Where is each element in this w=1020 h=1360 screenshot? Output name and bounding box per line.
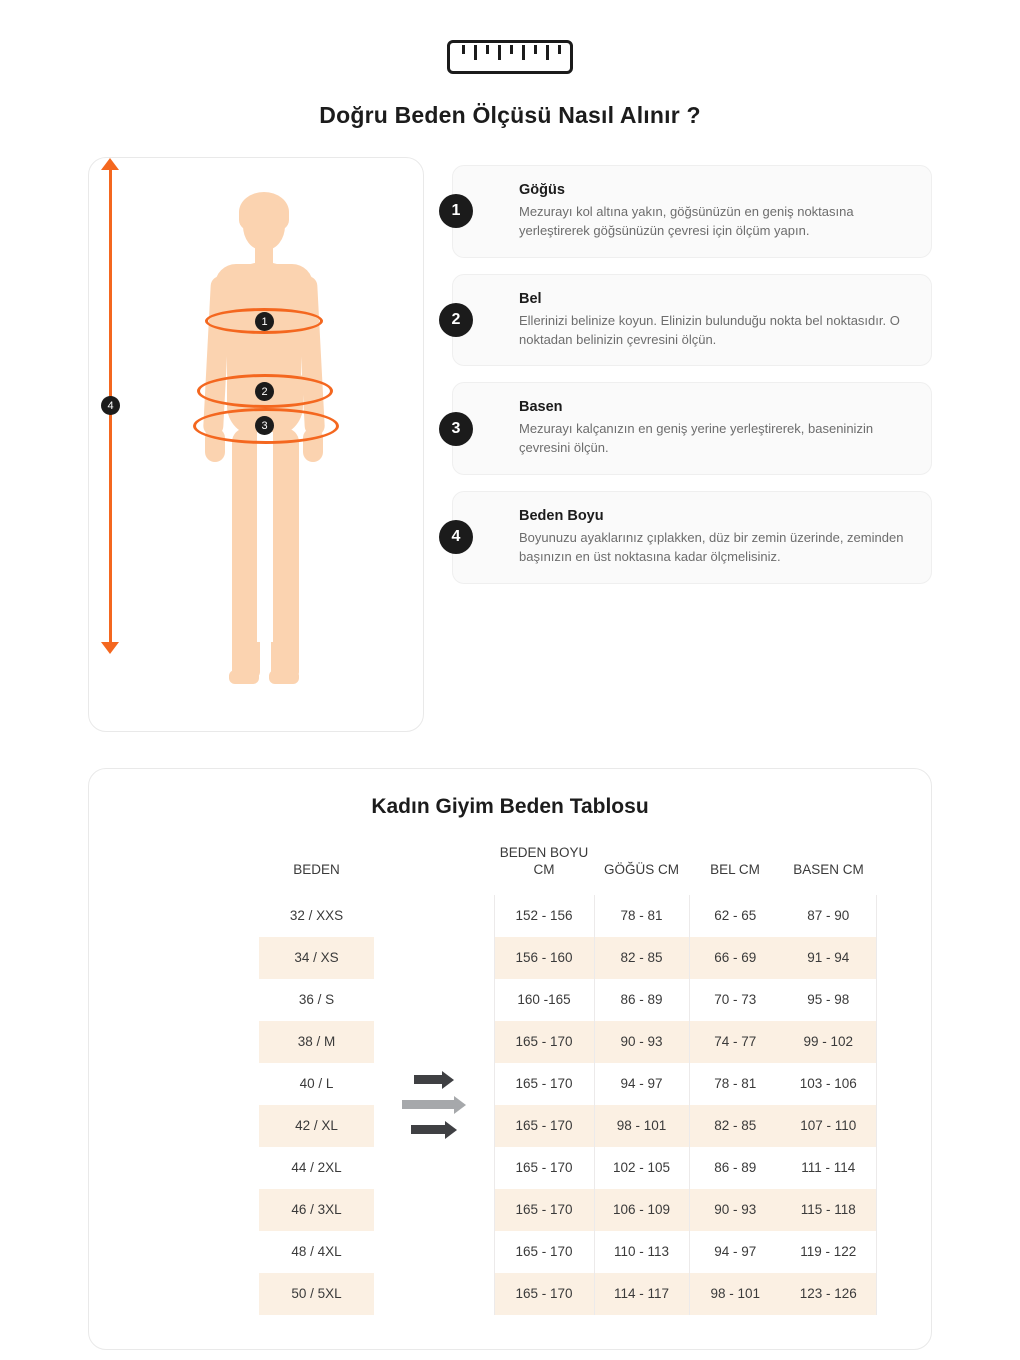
cell-beden-boyu: 165 - 170 <box>494 1063 594 1105</box>
cell-gogus: 114 - 117 <box>594 1273 689 1315</box>
arrow-dark-short <box>414 1071 454 1089</box>
ruler-icon <box>447 40 573 74</box>
row-spacer <box>89 1021 259 1063</box>
row-spacer-right <box>876 937 931 979</box>
cell-basen: 87 - 90 <box>781 895 876 937</box>
cell-bel: 78 - 81 <box>689 1063 781 1105</box>
header-basen: BASEN CM <box>793 861 864 877</box>
table-row <box>89 1273 931 1315</box>
cell-beden-boyu: 152 - 156 <box>494 895 594 937</box>
cell-gogus: 94 - 97 <box>594 1063 689 1105</box>
female-body-silhouette <box>149 196 369 706</box>
row-spacer <box>89 1063 259 1105</box>
cell-basen: 119 - 122 <box>781 1231 876 1273</box>
cell-gogus: 102 - 105 <box>594 1147 689 1189</box>
step-title-1: Göğüs <box>519 182 565 198</box>
row-spacer <box>89 1105 259 1147</box>
figure-badge-2: 2 <box>255 382 274 401</box>
header-gogus: GÖĞÜS CM <box>603 861 679 877</box>
step-number-1: 1 <box>439 194 473 228</box>
step-title-4: Beden Boyu <box>519 508 604 525</box>
cell-beden: 32 / XXS <box>259 895 374 937</box>
cell-beden-boyu: 165 - 170 <box>494 1105 594 1147</box>
row-spacer-right <box>876 1105 931 1147</box>
step-number-3: 3 <box>439 412 473 446</box>
cell-bel: 70 - 73 <box>689 979 781 1021</box>
row-spacer-right <box>876 1063 931 1105</box>
header-icon-wrap <box>0 0 1020 74</box>
cell-beden: 42 / XL <box>259 1105 374 1147</box>
header-beden-boyu: BEDEN BOYU CM <box>499 845 589 877</box>
table-row <box>89 979 931 1021</box>
size-table-card <box>88 768 932 1350</box>
arrow-light-long <box>402 1096 466 1114</box>
table-row <box>89 1147 931 1189</box>
step-number-2: 2 <box>439 303 473 337</box>
row-spacer <box>89 1231 259 1273</box>
decorative-arrows <box>374 1071 494 1139</box>
table-row <box>89 937 931 979</box>
cell-gogus: 110 - 113 <box>594 1231 689 1273</box>
step-number-4: 4 <box>439 520 473 554</box>
left-leg-shape <box>232 428 260 678</box>
cell-gogus: 86 - 89 <box>594 979 689 1021</box>
size-table-title: Kadın Giyim Beden Tablosu <box>371 795 649 818</box>
table-row <box>89 1231 931 1273</box>
cell-basen: 103 - 106 <box>781 1063 876 1105</box>
cell-beden: 34 / XS <box>259 937 374 979</box>
cell-bel: 94 - 97 <box>689 1231 781 1273</box>
step-basen <box>452 382 932 475</box>
cell-basen: 107 - 110 <box>781 1105 876 1147</box>
table-row <box>89 1063 931 1105</box>
cell-beden-boyu: 165 - 170 <box>494 1231 594 1273</box>
right-leg-shape <box>271 428 299 678</box>
figure-badge-3: 3 <box>255 416 274 435</box>
row-spacer <box>89 1189 259 1231</box>
cell-gogus: 82 - 85 <box>594 937 689 979</box>
cell-bel: 62 - 65 <box>689 895 781 937</box>
row-spacer <box>89 1273 259 1315</box>
header-spacer-right <box>876 841 931 895</box>
size-table-body <box>89 895 931 1315</box>
table-row <box>89 1189 931 1231</box>
header-beden: BEDEN <box>293 861 340 877</box>
cell-beden: 46 / 3XL <box>259 1189 374 1231</box>
cell-gogus: 98 - 101 <box>594 1105 689 1147</box>
right-foot-shape <box>269 670 299 684</box>
arrow-dark-mid <box>411 1121 457 1139</box>
header-arrow-spacer <box>374 841 494 895</box>
cell-bel: 82 - 85 <box>689 1105 781 1147</box>
cell-basen: 123 - 126 <box>781 1273 876 1315</box>
cell-beden-boyu: 165 - 170 <box>494 1147 594 1189</box>
cell-basen: 91 - 94 <box>781 937 876 979</box>
cell-basen: 99 - 102 <box>781 1021 876 1063</box>
cell-beden-boyu: 165 - 170 <box>494 1021 594 1063</box>
cell-beden-boyu: 160 -165 <box>494 979 594 1021</box>
size-table <box>89 841 931 1315</box>
cell-basen: 95 - 98 <box>781 979 876 1021</box>
step-bel <box>452 274 932 367</box>
table-header-row <box>89 841 931 895</box>
cell-beden: 44 / 2XL <box>259 1147 374 1189</box>
measurement-steps <box>452 157 932 584</box>
step-text-3: Mezurayı kalçanızın en geniş yerine yerleştirerek, baseninizin çevresini ölçün. <box>519 421 874 456</box>
cell-beden: 50 / 5XL <box>259 1273 374 1315</box>
table-row <box>89 1021 931 1063</box>
cell-bel: 98 - 101 <box>689 1273 781 1315</box>
row-spacer-right <box>876 1189 931 1231</box>
cell-beden-boyu: 156 - 160 <box>494 937 594 979</box>
top-section <box>0 129 1020 732</box>
header-spacer-left <box>89 841 259 895</box>
row-spacer-right <box>876 979 931 1021</box>
cell-basen: 111 - 114 <box>781 1147 876 1189</box>
row-spacer-right <box>876 1147 931 1189</box>
step-title-2: Bel <box>519 290 542 307</box>
header-bel: BEL CM <box>710 861 760 877</box>
row-spacer-right <box>876 895 931 937</box>
head-shape <box>243 196 285 250</box>
height-arrow <box>99 158 121 654</box>
cell-beden: 38 / M <box>259 1021 374 1063</box>
arrows-cell <box>374 895 494 1315</box>
step-beden-boyu <box>452 491 932 584</box>
step-text-1: Mezurayı kol altına yakın, göğsünüzün en geniş noktasına yerleştirerek göğsünüzün çevresi için ölçüm yapın. <box>519 204 854 238</box>
leg-gap <box>257 432 273 642</box>
cell-beden-boyu: 165 - 170 <box>494 1273 594 1315</box>
table-row <box>89 1105 931 1147</box>
row-spacer-right <box>876 1231 931 1273</box>
cell-bel: 74 - 77 <box>689 1021 781 1063</box>
table-row <box>89 895 931 937</box>
cell-beden: 48 / 4XL <box>259 1231 374 1273</box>
cell-beden-boyu: 165 - 170 <box>494 1189 594 1231</box>
cell-gogus: 106 - 109 <box>594 1189 689 1231</box>
body-figure-card <box>88 157 424 732</box>
row-spacer-right <box>876 1021 931 1063</box>
cell-basen: 115 - 118 <box>781 1189 876 1231</box>
row-spacer <box>89 937 259 979</box>
left-foot-shape <box>229 670 259 684</box>
cell-bel: 66 - 69 <box>689 937 781 979</box>
row-spacer <box>89 895 259 937</box>
row-spacer-right <box>876 1273 931 1315</box>
figure-badge-4: 4 <box>101 396 120 415</box>
row-spacer <box>89 1147 259 1189</box>
cell-beden: 40 / L <box>259 1063 374 1105</box>
step-title-3: Basen <box>519 399 563 416</box>
cell-beden: 36 / S <box>259 979 374 1021</box>
cell-bel: 86 - 89 <box>689 1147 781 1189</box>
row-spacer <box>89 979 259 1021</box>
page-title: Doğru Beden Ölçüsü Nasıl Alınır ? <box>319 102 701 128</box>
step-text-4: Boyunuzu ayaklarınız çıplakken, düz bir zemin üzerinde, zeminden başınızın en üst noktasına kadar ölçmelisiniz. <box>519 530 904 564</box>
cell-bel: 90 - 93 <box>689 1189 781 1231</box>
step-gogus <box>452 165 932 258</box>
cell-gogus: 78 - 81 <box>594 895 689 937</box>
figure-badge-1: 1 <box>255 312 274 331</box>
step-text-2: Ellerinizi belinize koyun. Elinizin bulunduğu nokta bel noktasıdır. O noktadan belinizin çevresini ölçün. <box>519 312 900 347</box>
cell-gogus: 90 - 93 <box>594 1021 689 1063</box>
